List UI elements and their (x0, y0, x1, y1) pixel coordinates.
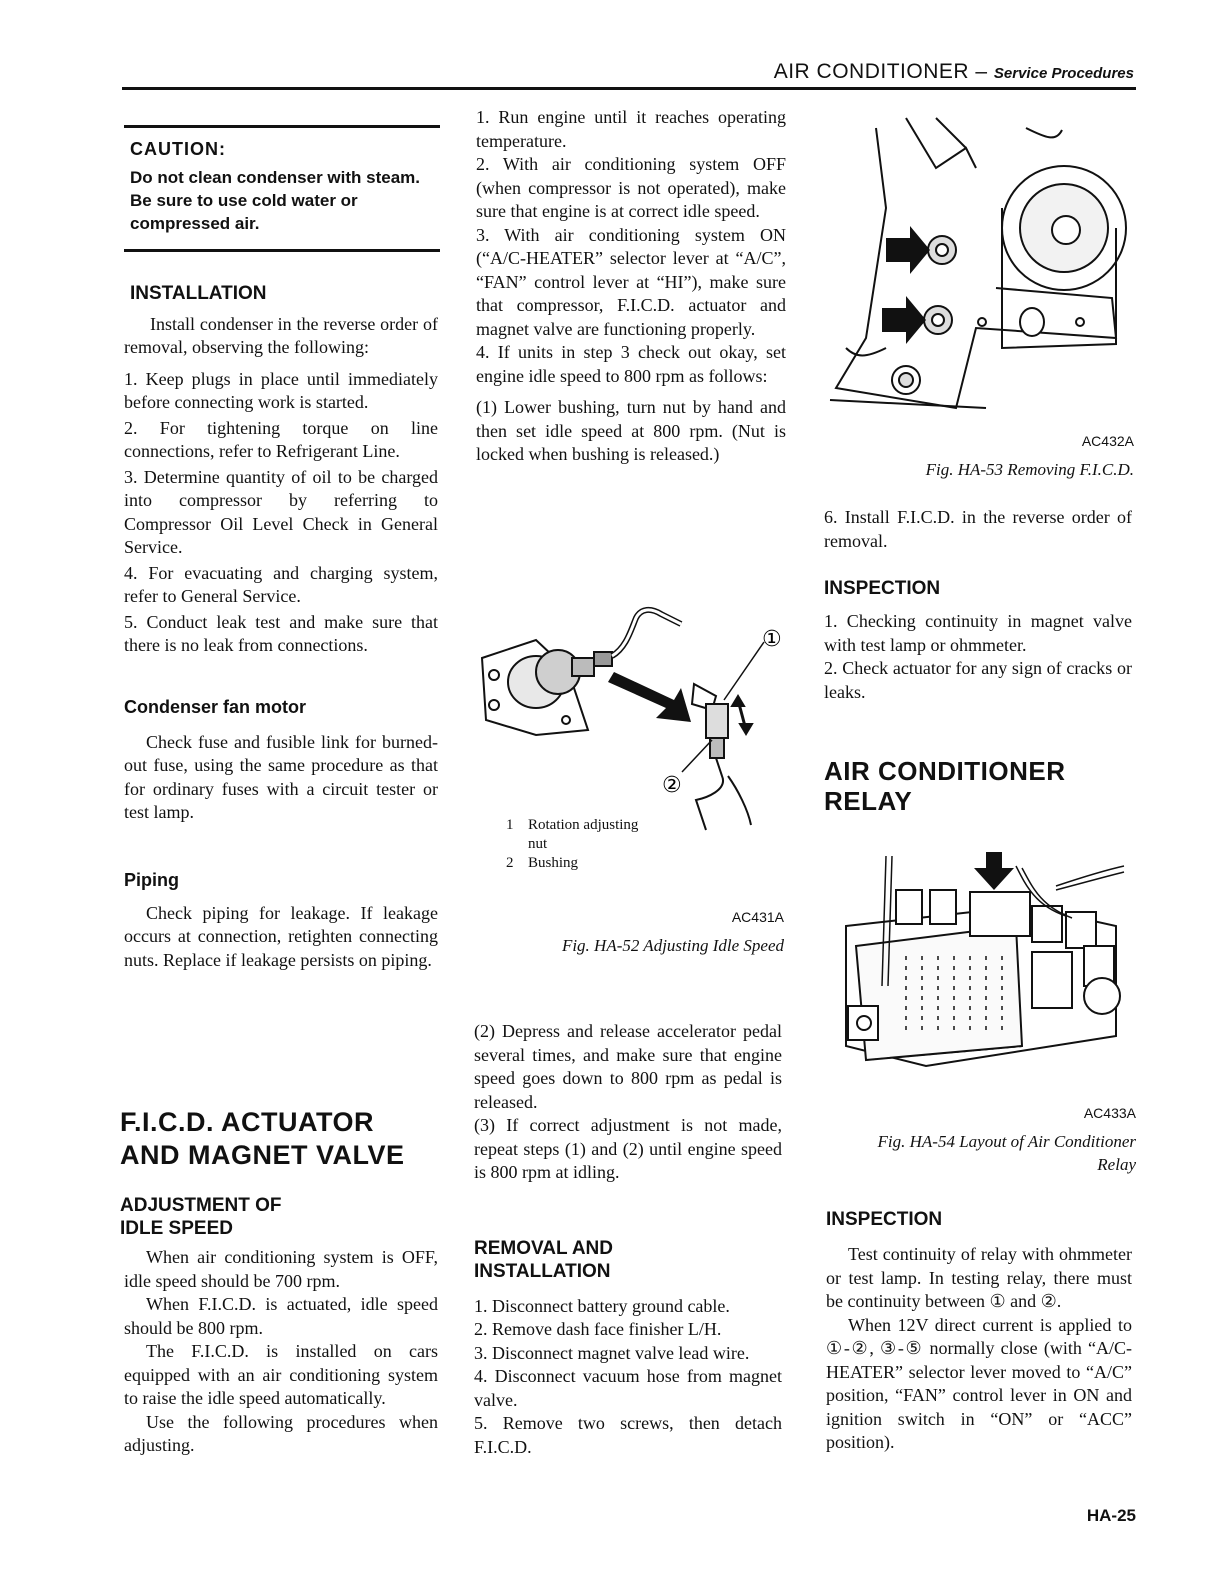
installation-heading: INSTALLATION (130, 282, 267, 304)
legend-num: 1 (506, 817, 514, 833)
legend-item (506, 854, 686, 873)
legend-item (506, 816, 686, 854)
fig-ha54-code: AC433A (1083, 1105, 1136, 1121)
callout-1: ① (762, 627, 782, 652)
ficd-subheading-line1: ADJUSTMENT OF (120, 1195, 282, 1216)
page-number: HA-25 (1086, 1506, 1136, 1525)
installation-step: 5. Conduct leak test and make sure that there is no leak from connections. (124, 611, 438, 655)
header-separator: – (975, 60, 988, 83)
arrow-screw-upper (886, 226, 930, 274)
fig-ha52-caption: Fig. HA-52 Adjusting Idle Speed (561, 935, 784, 955)
procedure-substep-3: (3) If correct adjustment is not made, repeat steps (1) and (2) until engine speed is 800 rpm at idling. (474, 1115, 782, 1182)
inspection-p2: When 12V direct current is applied to ①-②, ③-⑤ normally close (with “A/C-HEATER” selector lever moved to “A/C” position, “FAN” control lever in ON and ignition switch in “ON” or “ACC” position). (826, 1314, 1132, 1452)
installation-intro: Install condenser in the reverse order of removal, observing the following: (124, 313, 438, 357)
caution-box (124, 128, 438, 235)
fig-ha54-illustration (826, 846, 1126, 1086)
ficd-actuator-body (508, 650, 612, 708)
ficd-paragraph: Use the following procedures when adjusting. (124, 1411, 438, 1455)
arrow-relay (974, 852, 1014, 890)
relay-heading-line1: AIR CONDITIONER (824, 756, 1066, 786)
bracket-holes (978, 308, 1084, 336)
caution-top-rule (124, 125, 440, 128)
fig-ha54-caption-line1: Fig. HA-54 Layout of Air Conditioner (877, 1131, 1136, 1151)
removal-step: 3. Disconnect magnet valve lead wire. (474, 1342, 750, 1363)
installation-step: 3. Determine quantity of oil to be charged into compressor by referring to Compressor Oil Level Check in General Service. (124, 466, 438, 557)
ficd-paragraph: When air conditioning system is OFF, idle speed should be 700 rpm. (124, 1247, 438, 1291)
removal-heading-line1: REMOVAL AND (474, 1237, 613, 1259)
arrow-screw-lower (882, 296, 926, 344)
ficd-paragraph: The F.I.C.D. is installed on cars equipped with an air conditioning system to raise the idle speed automatically. (124, 1341, 438, 1408)
procedure-substep-1: (1) Lower bushing, turn nut by hand and then set idle speed at 800 rpm. (Nut is locked when bushing is released.) (476, 397, 786, 464)
fig-ha52-caption-block (476, 906, 784, 957)
fig-ha54-caption-block (826, 1102, 1136, 1177)
removal-step: 2. Remove dash face finisher L/H. (474, 1319, 722, 1339)
removal-step: 4. Disconnect vacuum hose from magnet valve. (474, 1366, 782, 1410)
ficd-paragraph: When F.I.C.D. is actuated, idle speed should be 800 rpm. (124, 1294, 438, 1338)
installation-step: 1. Keep plugs in place until immediately before connecting work is started. (124, 368, 438, 412)
header-subtitle: Service Procedures (993, 65, 1134, 82)
legend-text: Rotation adjusting nut (528, 817, 639, 852)
procedure-step: 3. With air conditioning system ON (“A/C-HEATER” selector lever at “A/C”, “FAN” control lever at “HI”), make sure that compressor, F.I.C.D. actuator and magnet valve are functioning properly. (476, 224, 786, 339)
inspection-heading-1: INSPECTION (824, 578, 941, 599)
procedure-step: 4. If units in step 3 check out okay, set engine idle speed to 800 rpm as follows: (476, 342, 786, 386)
fig-ha53-caption: Fig. HA-53 Removing F.I.C.D. (925, 459, 1134, 479)
fig-ha53-caption-block (826, 430, 1134, 481)
adjusting-nut-assembly (692, 684, 752, 830)
installation-steps (124, 368, 438, 658)
leader-line-1 (724, 642, 764, 700)
middle-column-bottom (474, 1020, 782, 1459)
vacuum-hose (612, 610, 681, 656)
condenser-fan-text: Check fuse and fusible link for burned-out fuse, using the same procedure as that for ordinary fuses with a circuit tester or test lamp. (124, 731, 438, 822)
removal-heading-line2: INSTALLATION (474, 1260, 611, 1282)
fig-ha52-legend (506, 816, 686, 873)
running-header (774, 60, 1134, 86)
removal-step: 1. Disconnect battery ground cable. (474, 1295, 730, 1316)
fig-ha54-caption-line2: Relay (1097, 1155, 1136, 1174)
condenser-fan-heading: Condenser fan motor (124, 696, 307, 717)
installation-step: 4. For evacuating and charging system, refer to General Service. (124, 562, 438, 606)
piping-heading: Piping (124, 869, 179, 890)
ficd-section (120, 1106, 438, 1458)
procedure-step: 2. With air conditioning system OFF (when compressor is not operated), make sure that engine is at correct idle speed. (476, 154, 786, 221)
right-column-text (824, 506, 1132, 816)
caution-title: CAUTION: (130, 139, 226, 159)
callout-2: ② (662, 773, 682, 798)
install-step-6: 6. Install F.I.C.D. in the reverse order of removal. (824, 507, 1132, 551)
removal-steps (474, 1295, 782, 1460)
header-title: AIR CONDITIONER (773, 60, 970, 83)
fig-ha53-illustration (826, 108, 1136, 428)
inspection-step: 2. Check actuator for any sign of cracks or leaks. (824, 658, 1132, 702)
header-rule (122, 87, 1136, 90)
procedure-substep-2: (2) Depress and release accelerator pedal several times, and make sure that engine speed goes down to 800 rpm as pedal is released. (474, 1021, 782, 1112)
relay-heading-line2: RELAY (824, 786, 913, 816)
legend-num: 2 (506, 855, 514, 871)
inspection-heading-2: INSPECTION (826, 1209, 943, 1230)
arrow-indicator (608, 672, 691, 722)
right-column-bottom (826, 1208, 1132, 1455)
middle-column-top (476, 106, 786, 467)
leader-line-2 (682, 740, 712, 772)
ficd-heading-line2: AND MAGNET VALVE (120, 1140, 405, 1170)
fig-ha53-code: AC432A (1081, 433, 1134, 449)
caution-text: Do not clean condenser with steam. Be sure to use cold water or compressed air. (130, 167, 421, 233)
fig-ha52-code: AC431A (731, 909, 784, 925)
inspection-p1: Test continuity of relay with ohmmeter or test lamp. In testing relay, there must be continuity between ① and ②. (826, 1244, 1132, 1311)
procedure-step: 1. Run engine until it reaches operating temperature. (476, 107, 786, 151)
ficd-subheading-line2: IDLE SPEED (120, 1218, 233, 1239)
piping-text: Check piping for leakage. If leakage occurs at connection, retighten connecting nuts. Replace if leakage persists on piping. (124, 902, 438, 970)
left-column (124, 100, 438, 972)
removal-step: 5. Remove two screws, then detach F.I.C.D. (474, 1413, 782, 1457)
inspection-step: 1. Checking continuity in magnet valve with test lamp or ohmmeter. (824, 611, 1132, 655)
legend-text: Bushing (528, 855, 579, 871)
ficd-heading-line1: F.I.C.D. ACTUATOR (120, 1107, 374, 1137)
installation-step: 2. For tightening torque on line connections, refer to Refrigerant Line. (124, 417, 438, 461)
caution-bottom-rule (124, 249, 440, 252)
ficd-paragraphs (120, 1246, 438, 1458)
inspection-steps-1 (824, 610, 1132, 704)
fig-ha52-illustration (476, 600, 786, 840)
